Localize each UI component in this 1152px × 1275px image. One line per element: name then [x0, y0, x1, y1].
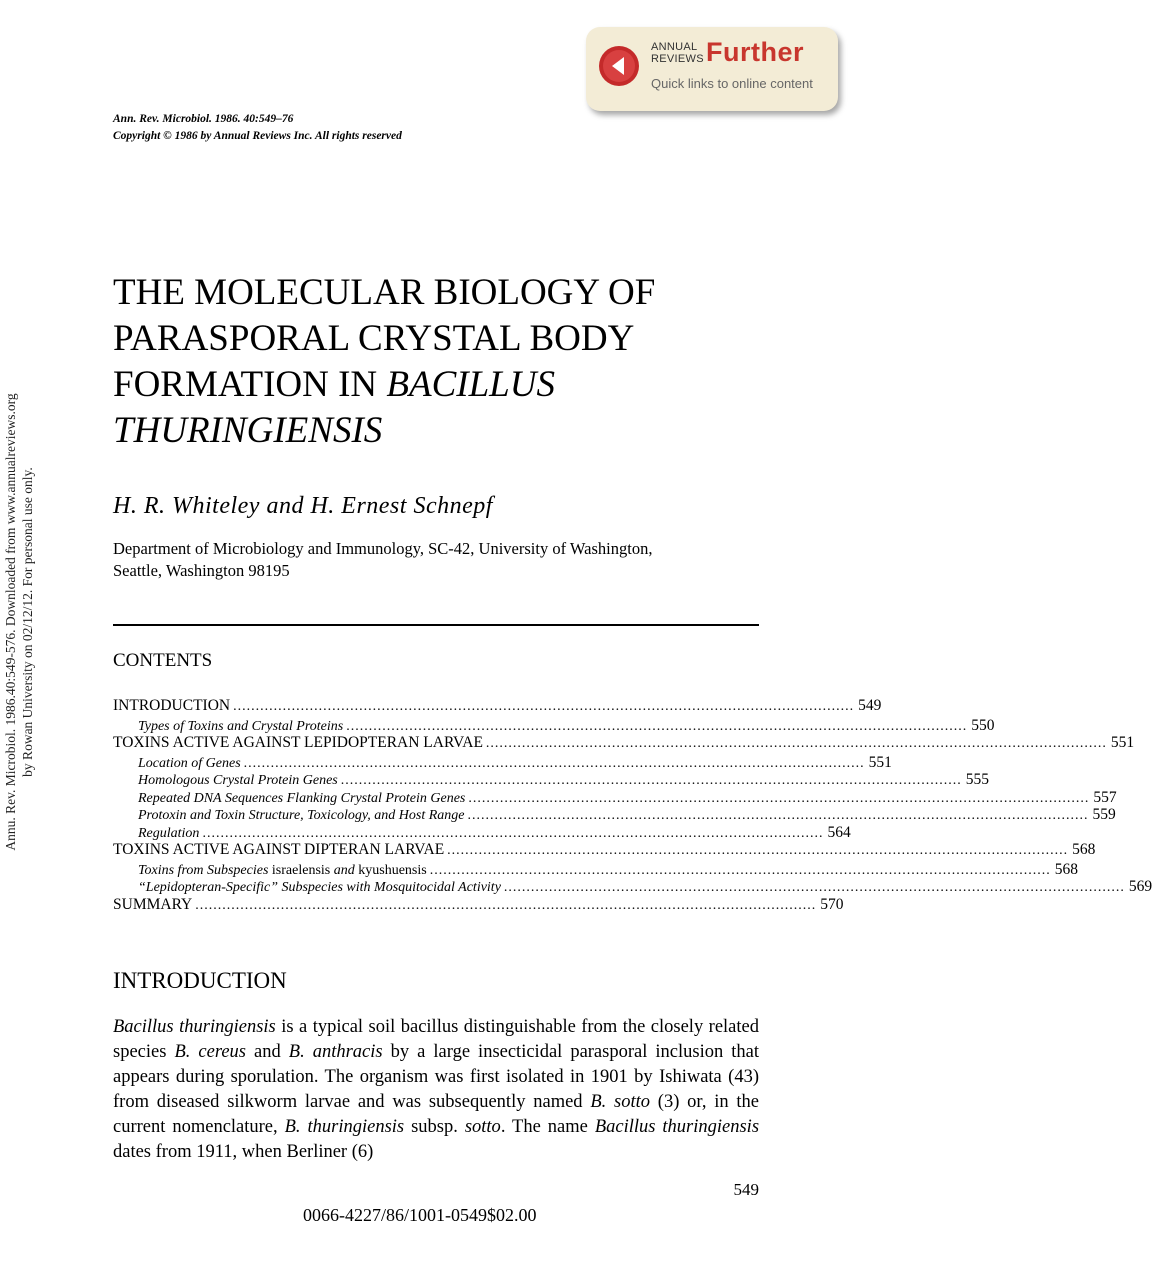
text-run: Bacillus thuringiensis: [113, 1017, 276, 1037]
text-run: B. anthracis: [288, 1042, 383, 1062]
table-of-contents: [113, 697, 1152, 915]
text-run: . The name: [500, 1117, 595, 1137]
toc-leader: ..........................................................................................................................................: [503, 880, 1125, 895]
toc-page: 568: [1072, 841, 1096, 858]
annual-reviews-label: [651, 41, 704, 65]
affiliation-line-2: Seattle, Washington 98195: [113, 561, 290, 580]
text-run: B. thuringiensis: [284, 1117, 405, 1137]
toc-leader: ..........................................................................................................................................: [195, 897, 817, 913]
toc-page: 555: [965, 771, 989, 788]
watermark-line-2: by Rowan University on 02/12/12. For personal use only.: [20, 467, 35, 777]
toc-page: 551: [1110, 734, 1135, 751]
toc-leader: ..........................................................................................................................................: [429, 862, 1051, 878]
annual-reviews-further-badge[interactable]: [586, 27, 838, 111]
text-run: dates from 1911, when Berliner (6): [113, 1142, 374, 1162]
affiliation: [113, 538, 758, 582]
toc-page: 570: [820, 895, 844, 913]
page-number: 549: [733, 1180, 759, 1199]
title-line-3-plain: FORMATION IN: [113, 364, 387, 405]
toc-entry[interactable]: [113, 806, 1116, 824]
citation-line-1: Ann. Rev. Microbiol. 1986. 40:549–76: [113, 113, 294, 125]
toc-entry[interactable]: [113, 860, 1078, 879]
toc-leader: ..........................................................................................................................................: [243, 755, 865, 771]
journal-citation: [113, 111, 402, 145]
text-run: by a large insecticidal parasporal inclusion that appears during sporulation. The organism was first isolated in 1901 by Ishiwata (43) from diseased silkworm larvae and was subsequently named: [113, 1042, 759, 1112]
toc-entry[interactable]: [113, 734, 1135, 754]
toc-entry[interactable]: [113, 771, 989, 789]
title-line-3: [113, 362, 813, 408]
divider-rule: [113, 624, 759, 626]
introduction-heading: INTRODUCTION: [113, 968, 287, 993]
download-watermark: [2, 322, 36, 922]
copyright-line: Copyright © 1986 by Annual Reviews Inc. All rights reserved: [113, 130, 402, 142]
watermark-line-1: Annu. Rev. Microbiol. 1986.40:549-576. Downloaded from www.annualreviews.org: [3, 393, 18, 851]
toc-page: 549: [858, 697, 882, 714]
text-run: B. cereus: [174, 1042, 246, 1062]
toc-label: TOXINS ACTIVE AGAINST LEPIDOPTERAN LARVAE: [113, 734, 483, 751]
text-run: and: [246, 1042, 289, 1062]
title-line-4: THURINGIENSIS: [113, 410, 383, 451]
quick-links-text: Quick links to online content: [651, 76, 813, 91]
toc-page: 551: [868, 753, 892, 771]
toc-label-part: and: [330, 862, 359, 878]
toc-entry[interactable]: [113, 716, 995, 735]
toc-page: 557: [1093, 788, 1117, 806]
toc-label: Regulation: [138, 825, 200, 841]
toc-leader: ..........................................................................................................................................: [233, 699, 855, 714]
toc-label: INTRODUCTION: [113, 697, 231, 714]
text-run: sotto: [464, 1117, 501, 1137]
toc-entry[interactable]: [113, 788, 1117, 807]
toc-label: Protoxin and Toxin Structure, Toxicology, and Host Range: [138, 808, 465, 823]
reviews-text: REVIEWS: [651, 53, 704, 65]
toc-leader: ..........................................................................................................................................: [468, 790, 1090, 806]
toc-leader: ..........................................................................................................................................: [485, 736, 1107, 751]
article-code: 0066-4227/86/1001-0549$02.00: [303, 1205, 537, 1225]
toc-page: 564: [827, 823, 851, 841]
text-run: is a typical soil bacillus distinguishable from the closely related species: [113, 1017, 759, 1062]
text-run: subsp.: [404, 1117, 465, 1137]
toc-label: Homologous Crystal Protein Genes: [138, 773, 338, 788]
contents-heading: CONTENTS: [113, 650, 213, 671]
title-line-1: THE MOLECULAR BIOLOGY OF: [113, 272, 656, 313]
title-line-2: PARASPORAL CRYSTAL BODY: [113, 318, 635, 359]
toc-label-part: kyushuensis: [358, 862, 427, 878]
toc-entry[interactable]: [113, 753, 892, 772]
article-title: [113, 270, 813, 454]
toc-leader: ..........................................................................................................................................: [346, 718, 968, 734]
further-label: Further: [706, 37, 804, 67]
toc-page: 569: [1128, 878, 1152, 895]
annual-text: ANNUAL: [651, 41, 698, 53]
toc-label: Repeated DNA Sequences Flanking Crystal Protein Genes: [138, 790, 466, 806]
authors: H. R. Whiteley and H. Ernest Schnepf: [113, 493, 493, 519]
text-run: B. sotto: [590, 1092, 651, 1112]
toc-entry[interactable]: [113, 878, 1152, 896]
toc-label: TOXINS ACTIVE AGAINST DIPTERAN LARVAE: [113, 841, 445, 858]
title-line-3-italic: BACILLUS: [386, 364, 555, 405]
affiliation-line-1: Department of Microbiology and Immunology, SC-42, University of Washington,: [113, 539, 653, 558]
toc-label: SUMMARY: [113, 895, 193, 913]
toc-page: 550: [971, 716, 995, 734]
toc-label: Location of Genes: [138, 755, 241, 771]
toc-leader: ..........................................................................................................................................: [447, 843, 1069, 858]
toc-entry[interactable]: [113, 841, 1096, 861]
toc-entry[interactable]: [113, 895, 844, 916]
toc-label-part: israelensis: [271, 862, 331, 878]
toc-entry[interactable]: [113, 823, 851, 842]
toc-leader: ..........................................................................................................................................: [202, 825, 824, 841]
text-run: (3) or, in the current nomenclature,: [113, 1092, 760, 1137]
toc-label: [113, 863, 427, 879]
toc-page: 559: [1092, 806, 1116, 823]
toc-label: “Lepidopteran-Specific” Subspecies with Mosquitocidal Activity: [138, 880, 501, 895]
toc-label-part: Toxins from Subspecies: [138, 862, 272, 878]
toc-entry[interactable]: [113, 697, 882, 717]
introduction-paragraph: [113, 1015, 759, 1165]
toc-label: Types of Toxins and Crystal Proteins: [138, 718, 344, 734]
toc-leader: ..........................................................................................................................................: [467, 808, 1089, 823]
toc-page: 568: [1054, 860, 1078, 878]
text-run: Bacillus thuringiensis: [594, 1117, 760, 1137]
play-back-icon[interactable]: [599, 46, 639, 86]
toc-leader: ..........................................................................................................................................: [340, 773, 962, 788]
